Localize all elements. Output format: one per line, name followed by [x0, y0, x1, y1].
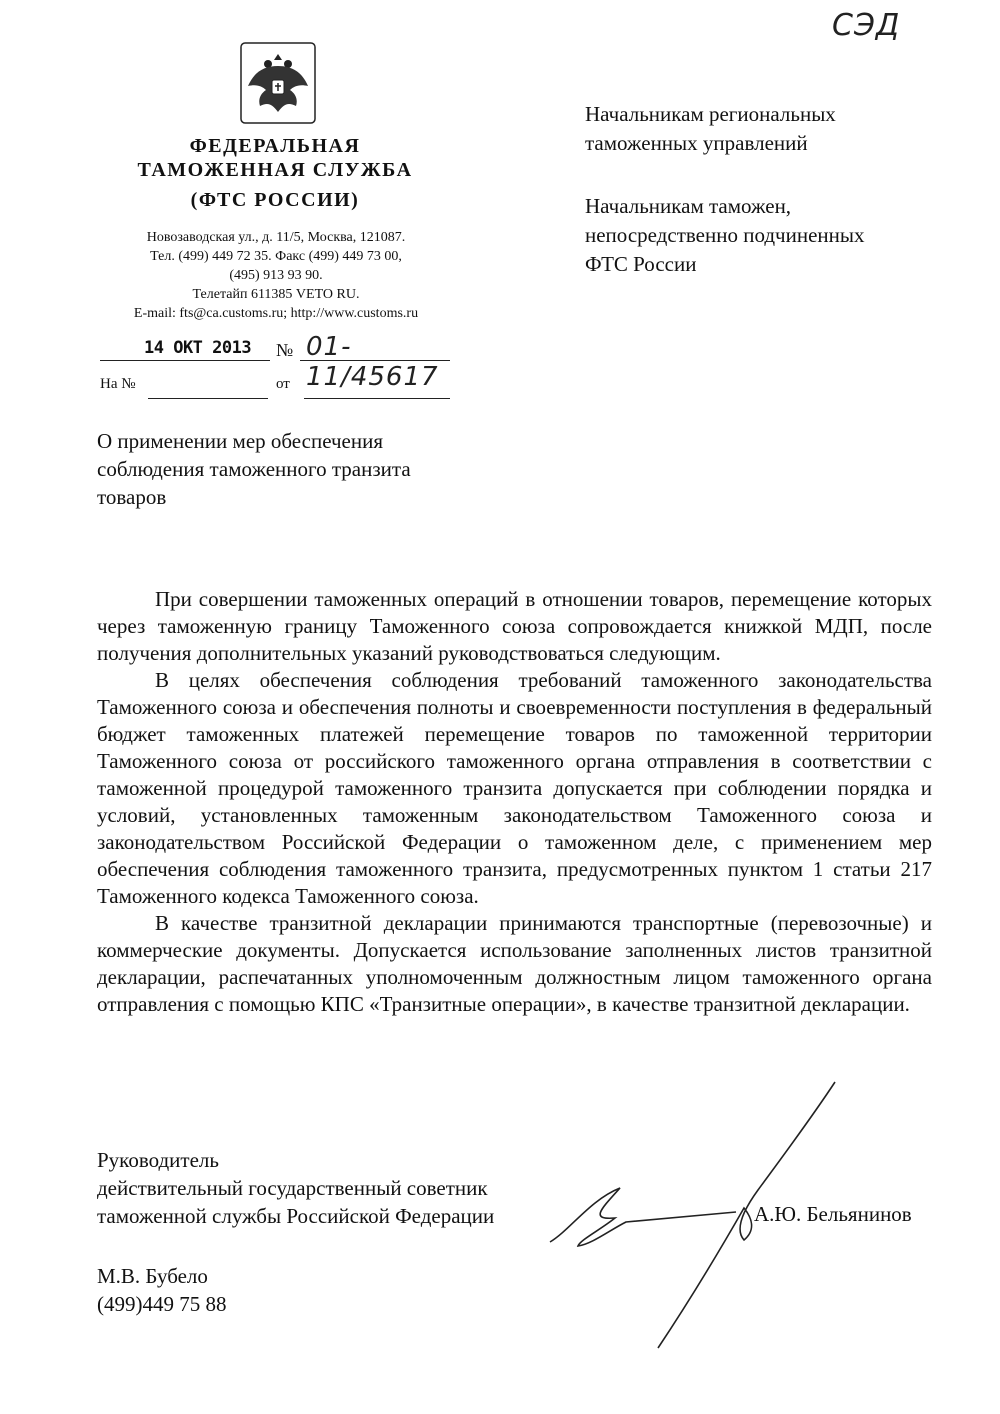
double-headed-eagle-emblem: [240, 42, 316, 124]
subject-line: соблюдения таможенного транзита: [97, 457, 411, 481]
body-paragraph: В целях обеспечения соблюдения требований таможенного законодательства Таможенного союза и обеспечения полноты и своевременности поступления в федеральный бюджет таможенных платежей перемещение товаров по таможенной территории Таможенного союза от российского таможенного органа отправления в соответствии с таможенной процедурой таможенного транзита допускается при соблюдении порядка и условий, установленных таможенным законодательством Таможенного союза и законодательством Российской Федерации о таможенном деле, с применением мер обеспечения соблюдения таможенного транзита, предусмотренных пунктом 1 статьи 217 Таможенного кодекса Таможенного союза.: [97, 668, 932, 908]
addressee-line: ФТС России: [585, 252, 697, 276]
executor-phone: (499)449 75 88: [97, 1292, 227, 1316]
contact-email-web: E-mail: fts@ca.customs.ru; http://www.customs.ru: [133, 306, 419, 321]
addressee-customs-heads: [585, 192, 975, 279]
signatory-title-line: таможенной службы Российской Федерации: [97, 1204, 495, 1228]
addressee-regional-heads: [585, 100, 975, 158]
registration-date-underline: [100, 360, 270, 361]
addressee-line: Начальникам региональных: [585, 102, 836, 126]
subject-line: О применении мер обеспечения: [97, 429, 384, 453]
executor-name: М.В. Бубело: [97, 1264, 208, 1288]
addressee-line: Начальникам таможен,: [585, 194, 792, 218]
org-name-line1: ФЕДЕРАЛЬНАЯ: [189, 135, 361, 157]
reference-number-blank: [148, 398, 268, 399]
letter-body: [97, 586, 932, 1018]
signatory-title: [97, 1146, 697, 1230]
contact-phone-fax: Тел. (499) 449 72 35. Факс (499) 449 73 00,: [150, 249, 402, 264]
org-short-name: (ФТС РОССИИ): [190, 189, 360, 211]
subject-line: товаров: [97, 485, 167, 509]
org-contacts: [96, 228, 456, 323]
letter-subject: [97, 427, 477, 511]
registration-number: 01-11/45617: [306, 332, 439, 392]
signatory-title-line: Руководитель: [97, 1148, 219, 1172]
addressee-line: таможенных управлений: [585, 131, 808, 155]
registration-date-stamp: 14 ОКТ 2013: [144, 338, 252, 358]
body-paragraph: В качестве транзитной декларации принимаются транспортные (перевозочные) и коммерческие документы. Допускается использование заполненных листов транзитной декларации, распечатанных уполномоченным должностным лицом таможенного органа отправления с помощью КПС «Транзитные операции», в качестве транзитной декларации.: [97, 911, 932, 1016]
reference-date-blank: [304, 398, 450, 399]
executor-block: [97, 1262, 227, 1318]
reference-number-label: На №: [100, 376, 136, 392]
handwritten-corner-note: СЭД: [832, 8, 901, 43]
registration-number-underline: [300, 360, 450, 361]
contact-phone-2: (495) 913 93 90.: [229, 268, 323, 283]
addressee-line: непосредственно подчиненных: [585, 223, 865, 247]
signatory-title-line: действительный государственный советник: [97, 1176, 488, 1200]
contact-address: Новозаводская ул., д. 11/5, Москва, 121087.: [146, 230, 406, 245]
signatory-name: А.Ю. Бельянинов: [754, 1202, 912, 1226]
org-name-line2: ТАМОЖЕННАЯ СЛУЖБА: [137, 159, 413, 181]
reference-line: [100, 374, 460, 404]
registration-number-label: №: [276, 340, 294, 360]
reference-date-label: от: [276, 376, 290, 392]
body-paragraph: При совершении таможенных операций в отношении товаров, перемещение которых через таможенную границу Таможенного союза сопровождается книжкой МДП, после получения дополнительных указаний руководствоваться следующим.: [97, 587, 932, 665]
contact-teletype: Телетайп 611385 VETO RU.: [192, 287, 360, 302]
